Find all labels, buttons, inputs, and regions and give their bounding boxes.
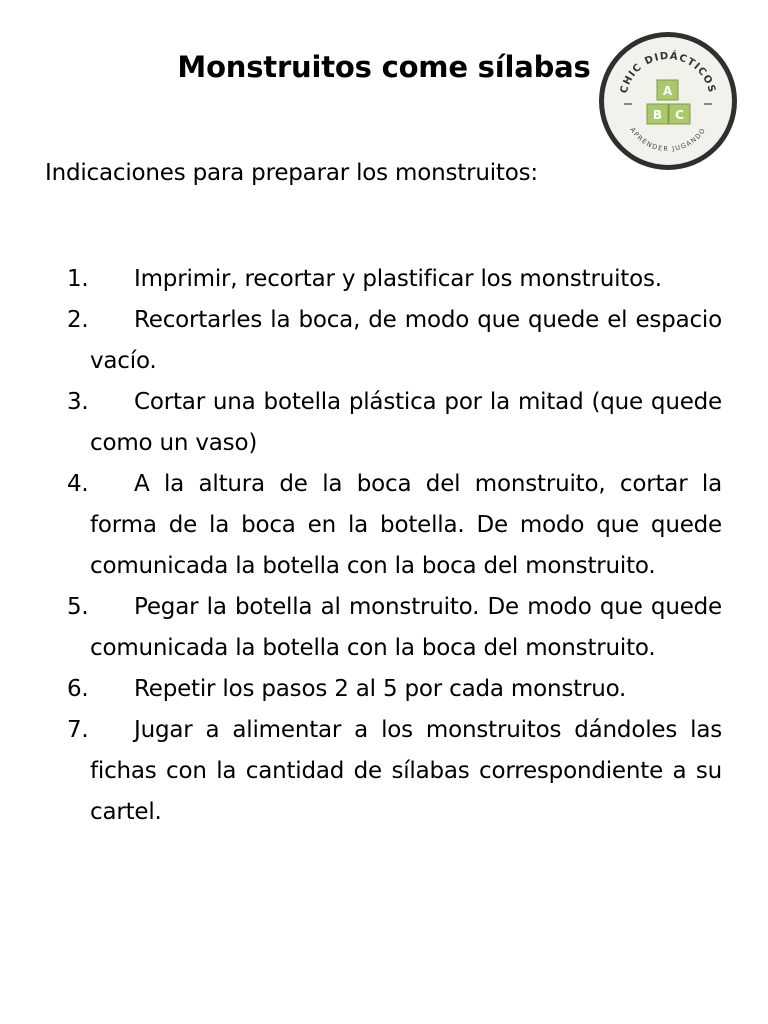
block-b-label: B: [652, 108, 663, 122]
step-text: Imprimir, recortar y plastificar los monstruitos.: [134, 266, 662, 292]
logo-brand-text: CHIC DIDÁCTICOS: [618, 50, 718, 95]
list-item: [67, 587, 722, 669]
step-text: Pegar la botella al monstruito. De modo que quede comunicada la botella con la boca del monstruito.: [90, 594, 722, 661]
page-title: Monstruitos come sílabas: [177, 50, 591, 84]
logo-tagline: APRENDER JUGANDO: [628, 125, 708, 154]
list-item: [67, 710, 722, 833]
block-a-label: A: [662, 84, 673, 98]
list-item: [67, 259, 722, 300]
step-number: 4.: [67, 471, 89, 497]
step-number: 3.: [67, 389, 89, 415]
step-number: 2.: [67, 307, 89, 333]
step-text: A la altura de la boca del monstruito, cortar la forma de la boca en la botella. De modo que quede comunicada la botella con la boca del monstruito.: [90, 471, 722, 579]
step-text: Cortar una botella plástica por la mitad (que quede como un vaso): [90, 389, 722, 456]
brand-logo: [596, 29, 740, 173]
list-item: [67, 382, 722, 464]
step-text: Recortarles la boca, de modo que quede el espacio vacío.: [90, 307, 722, 374]
step-number: 1.: [67, 266, 89, 292]
list-item: [67, 464, 722, 587]
step-number: 7.: [67, 717, 89, 743]
intro-text: Indicaciones para preparar los monstruitos:: [45, 160, 538, 186]
step-number: 5.: [67, 594, 89, 620]
list-item: [67, 669, 722, 710]
list-item: [67, 300, 722, 382]
step-text: Jugar a alimentar a los monstruitos dándoles las fichas con la cantidad de sílabas correspondiente a su cartel.: [90, 717, 722, 825]
step-number: 6.: [67, 676, 89, 702]
instruction-list: [67, 259, 722, 833]
step-text: Repetir los pasos 2 al 5 por cada monstruo.: [134, 676, 627, 702]
block-c-label: C: [675, 108, 684, 122]
